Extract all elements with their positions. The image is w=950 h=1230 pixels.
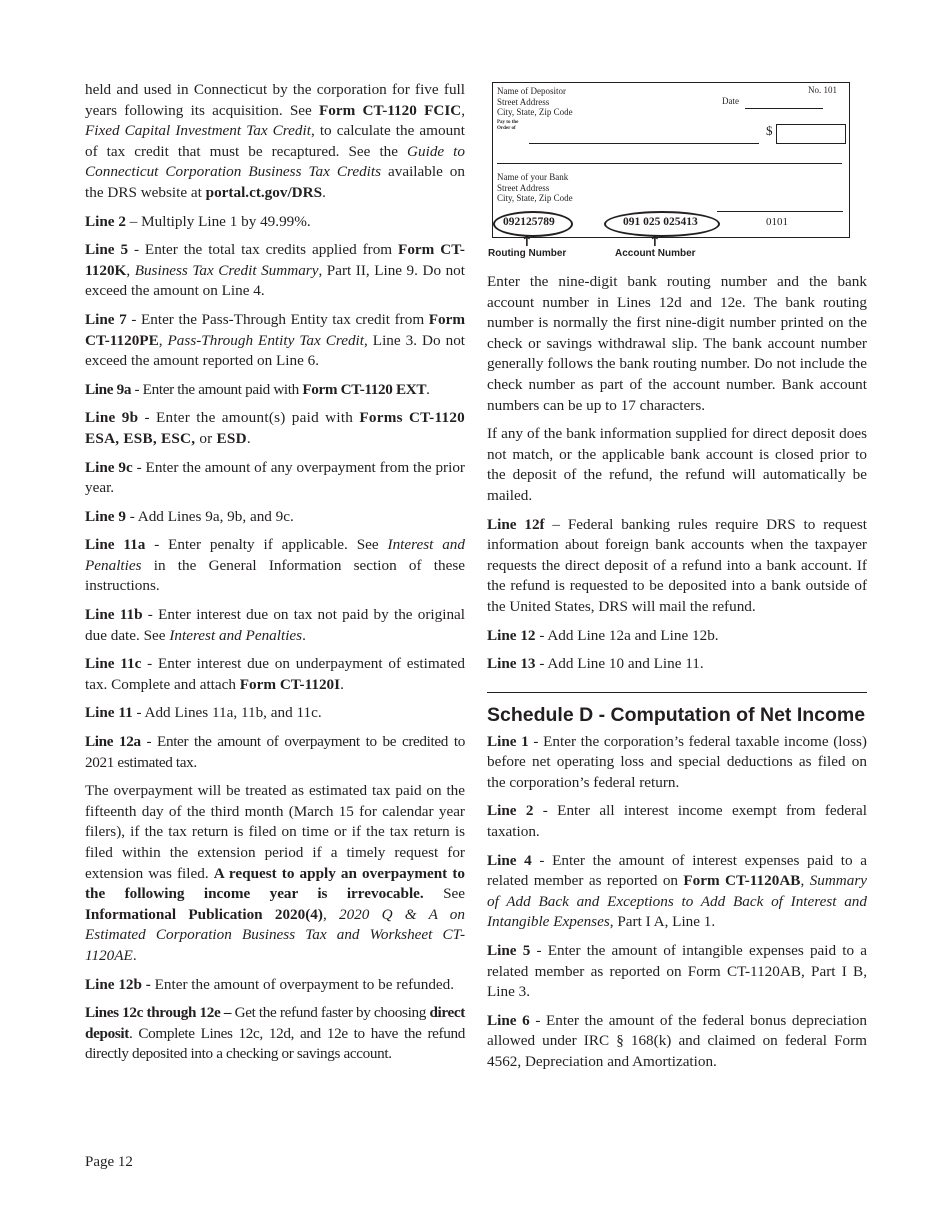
instruction-line-9c: Line 9c - Enter the amount of any overpayment from the prior year. bbox=[85, 458, 465, 497]
sample-check-illustration bbox=[487, 82, 867, 272]
title-ref: Interest and Penalties bbox=[85, 536, 465, 574]
line-label: Line 12b - bbox=[85, 975, 151, 993]
instruction-line-12: Line 12 - Add Line 12a and Line 12b. bbox=[487, 626, 719, 644]
form-ref: Forms CT-1120 ESA, ESB, ESC, bbox=[85, 409, 466, 447]
account-number-caption: Account Number bbox=[615, 248, 696, 259]
line-label: Line 9 bbox=[85, 507, 126, 525]
instruction-line-11c: Line 11c - Enter interest due on underpayment of estimated tax. Complete and attach Form CT-1120I. bbox=[85, 655, 465, 693]
form-ref: Form CT-1120 FCIC bbox=[319, 101, 462, 119]
title-ref: Pass-Through Entity Tax Credit bbox=[167, 331, 364, 349]
routing-number-caption: Routing Number bbox=[488, 248, 567, 259]
depositor-block: Name of Depositor Street Address City, State, Zip Code bbox=[497, 86, 573, 117]
form-ref: Form CT-1120K bbox=[85, 241, 465, 279]
line-label: Line 9b bbox=[85, 409, 139, 427]
sample-check bbox=[492, 82, 850, 238]
line-label: Line 11c bbox=[85, 655, 142, 673]
pay-to-label: Pay to the Order of bbox=[497, 120, 519, 131]
date-line bbox=[745, 108, 823, 109]
amount-box bbox=[776, 124, 846, 144]
signature-line bbox=[717, 211, 843, 212]
instruction-line-12b: Line 12b - Enter the amount of overpayment to be refunded. bbox=[85, 975, 455, 993]
line-label: Line 12 bbox=[487, 626, 536, 644]
instruction-line-11b: Line 11b - Enter interest due on tax not paid by the original due date. See Interest and Penalties. bbox=[85, 606, 465, 644]
line-label: Line 9a bbox=[85, 380, 132, 398]
line-label: Lines 12c through 12e – bbox=[85, 1004, 232, 1022]
line-label: Line 5 bbox=[487, 942, 531, 960]
paragraph-fcic: held and used in Connecticut by the corporation for five full years following its acquisition. See Form CT-1120 FCIC, Fixed Capital Investment Tax Credit, to calculate the amount of tax credit that must be recaptured. See the Guide to Connecticut Corporation Business Tax Credits available on the DRS website at portal.ct.gov/DRS. bbox=[85, 81, 465, 201]
account-number: 091 025 025413 bbox=[623, 216, 698, 228]
schedule-d-line-5: Line 5 - Enter the amount of intangible expenses paid to a related member as reported on Form CT-1120AB, Part I B, Line 3. bbox=[487, 942, 867, 1001]
line-label: Line 7 bbox=[85, 310, 127, 328]
left-column bbox=[85, 80, 465, 1073]
website-ref: portal.ct.gov/DRS bbox=[205, 183, 323, 201]
paragraph-overpayment: The overpayment will be treated as estimated tax paid on the fifteenth day of the third month (March 15 for calendar year filers), if the tax return is filed on time or if the tax return is filed within the extension period if a timely request for extension was filed. A request to apply an overpayment to the following income year is irrevocable. See Informational Publication 2020(4), 2020 Q & A on Estimated Corporation Business Tax and Worksheet CT-1120AE. bbox=[85, 782, 465, 964]
form-ref: Form CT-1120PE bbox=[85, 310, 465, 349]
line-label: Line 12a bbox=[85, 733, 141, 751]
instruction-line-9a: Line 9a - Enter the amount paid with Form CT-1120 EXT. bbox=[85, 380, 430, 398]
dollar-sign: $ bbox=[766, 123, 773, 138]
line-label: Line 1 bbox=[487, 732, 529, 750]
instruction-line-9: Line 9 - Add Lines 9a, 9b, and 9c. bbox=[85, 507, 294, 525]
line-label: Line 11a bbox=[85, 536, 146, 554]
section-divider bbox=[487, 692, 867, 693]
title-ref: 2020 Q & A on Estimated Corporation Business Tax and Worksheet CT-1120AE bbox=[85, 905, 465, 964]
instruction-line-13: Line 13 - Add Line 10 and Line 11. bbox=[487, 655, 704, 673]
direct-deposit-term: direct deposit bbox=[85, 1004, 466, 1042]
title-ref: Fixed Capital Investment Tax Credit bbox=[85, 122, 311, 140]
instruction-line-12f: Line 12f – Federal banking rules require DRS to request information about foreign bank accounts when the taxpayer requests the direct deposit of a refund into a bank account. If the refund is requested to be deposited into a bank outside of the United States, DRS will mail the refund. bbox=[487, 515, 867, 615]
line-label: Line 12f bbox=[487, 515, 545, 533]
line-label: Line 5 bbox=[85, 241, 129, 259]
payee-line bbox=[529, 143, 759, 144]
form-ref: Form CT-1120 EXT bbox=[302, 380, 427, 398]
title-ref: Summary of Add Back and Exceptions to Add Back of Interest and Intangible Expenses bbox=[487, 872, 868, 931]
line-label: Line 2 bbox=[85, 212, 126, 230]
form-ref: Form CT-1120I bbox=[239, 675, 341, 693]
instruction-line-11: Line 11 - Add Lines 11a, 11b, and 11c. bbox=[85, 704, 322, 722]
date-label: Date bbox=[722, 96, 739, 106]
paragraph-routing-number: Enter the nine-digit bank routing number and the bank account number in Lines 12d and 12e. The bank routing number is normally the first nine-digit number printed on the check or savings withdrawal slip. The bank account number generally follows the bank routing number. Do not include the check number as part of the account number. Bank account numbers can be up to 17 characters. bbox=[487, 273, 867, 414]
instruction-line-7: Line 7 - Enter the Pass-Through Entity tax credit from Form CT-1120PE, Pass-Through Entity Tax Credit, Line 3. Do not exceed the amount reported on Line 6. bbox=[85, 310, 466, 370]
line-label: Line 9c bbox=[85, 458, 133, 476]
line-label: Line 13 bbox=[487, 655, 536, 673]
bold-notice: A request to apply an overpayment to the following income year is irrevocable. bbox=[85, 864, 465, 903]
instruction-line-11a: Line 11a - Enter penalty if applicable. See Interest and Penalties in the General Information section of these instructions. bbox=[85, 536, 465, 595]
amount-words-line bbox=[497, 163, 842, 164]
right-column bbox=[487, 80, 867, 1081]
form-ref: ESD bbox=[216, 429, 247, 447]
schedule-d-heading: Schedule D - Computation of Net Income bbox=[487, 703, 866, 726]
instruction-line-12a: Line 12a - Enter the amount of overpayment to be credited to 2021 estimated tax. bbox=[85, 733, 465, 771]
title-ref: Guide to Connecticut Corporation Business Tax Credits bbox=[85, 142, 465, 181]
schedule-d-line-2: Line 2 - Enter all interest income exempt from federal taxation. bbox=[487, 802, 867, 841]
instruction-line-5: Line 5 - Enter the total tax credits applied from Form CT-1120K, Business Tax Credit Summary, Part II, Line 9. Do not exceed the amount on Line 4. bbox=[85, 241, 465, 300]
routing-number: 092125789 bbox=[503, 216, 555, 228]
line-label: Line 11 bbox=[85, 704, 133, 722]
instruction-line-2: Line 2 – Multiply Line 1 by 49.99%. bbox=[85, 212, 311, 230]
check-number-label: No. 101 bbox=[808, 85, 837, 95]
instruction-lines-12c-12e: Lines 12c through 12e – Get the refund faster by choosing direct deposit. Complete Lines 12c, 12d, and 12e to have the refund directly deposited into a checking or savings account. bbox=[85, 1004, 466, 1063]
arrow-up-icon: ↑ bbox=[649, 234, 661, 250]
instruction-line-9b: Line 9b - Enter the amount(s) paid with Forms CT-1120 ESA, ESB, ESC, or ESD. bbox=[85, 409, 466, 447]
schedule-d-line-4: Line 4 - Enter the amount of interest expenses paid to a related member as reported on Form CT-1120AB, Summary of Add Back and Exceptions to Add Back of Interest and Intangible Expenses, Part I A, Line 1. bbox=[487, 851, 868, 931]
title-ref: Business Tax Credit Summary bbox=[134, 261, 319, 279]
check-number: 0101 bbox=[766, 216, 788, 228]
schedule-d-line-1: Line 1 - Enter the corporation’s federal taxable income (loss) before net operating loss and special deductions as filed on the corporation’s federal return. bbox=[487, 732, 867, 791]
line-label: Line 11b bbox=[85, 606, 143, 624]
line-label: Line 6 bbox=[487, 1011, 530, 1029]
paragraph-bank-mismatch: If any of the bank information supplied for direct deposit does not match, or the applicable bank account is closed prior to the deposit of the refund, the refund will automatically be mailed. bbox=[487, 425, 867, 504]
line-label: Line 2 bbox=[487, 802, 534, 820]
title-ref: Interest and Penalties bbox=[169, 626, 303, 644]
page-number: Page 12 bbox=[85, 1154, 133, 1170]
publication-ref: Informational Publication 2020(4) bbox=[85, 905, 323, 923]
arrow-up-icon: ↑ bbox=[521, 234, 533, 250]
form-ref: Form CT-1120AB bbox=[683, 872, 801, 890]
line-label: Line 4 bbox=[487, 851, 532, 869]
schedule-d-line-6: Line 6 - Enter the amount of the federal bonus depreciation allowed under IRC § 168(k) and claimed on federal Form 4562, Depreciation and Amortization. bbox=[487, 1011, 867, 1070]
bank-block: Name of your Bank Street Address City, State, Zip Code bbox=[497, 172, 573, 203]
